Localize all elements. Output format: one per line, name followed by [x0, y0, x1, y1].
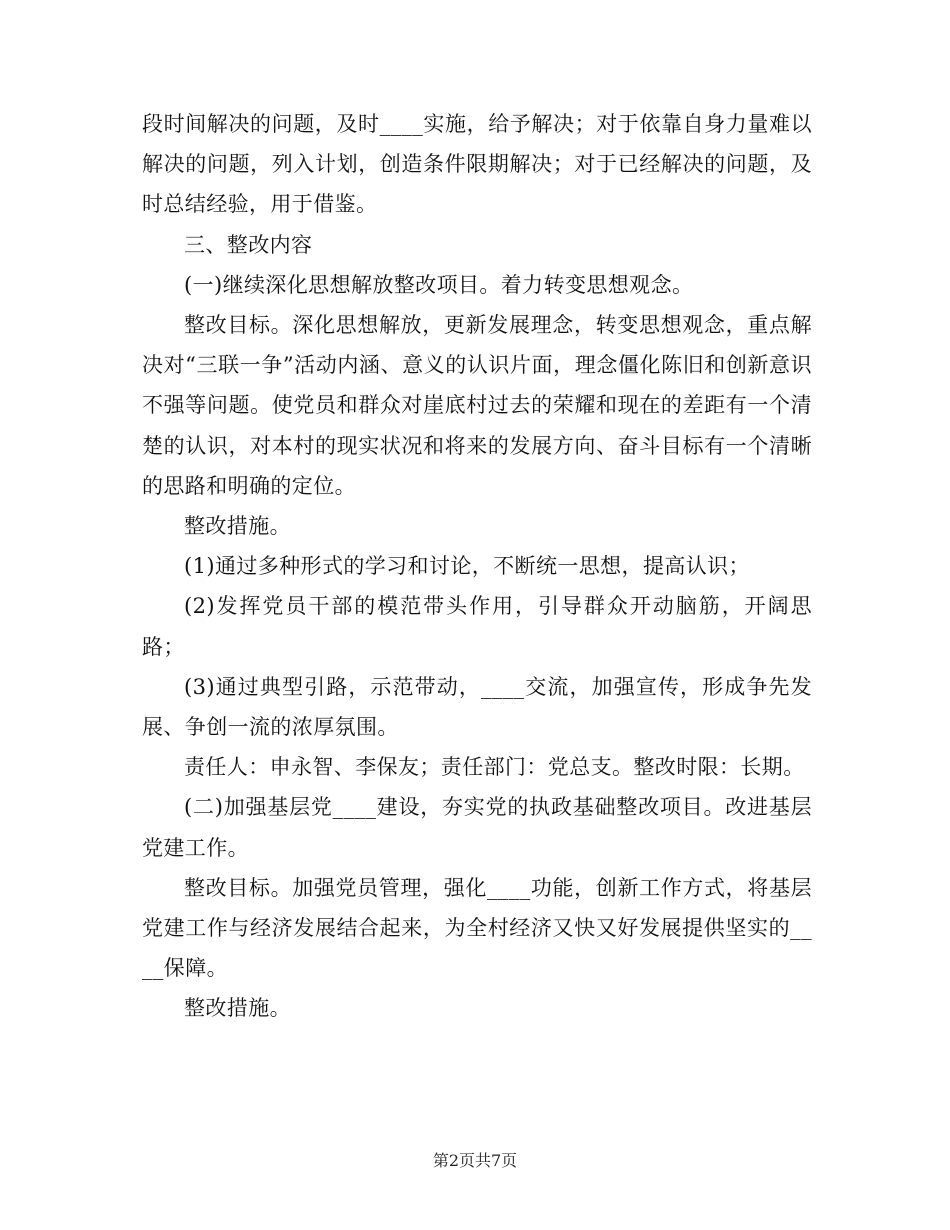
page-number-footer: 第2页共7页	[432, 1151, 518, 1170]
measure-item-3: (3)通过典型引路，示范带动，____交流，加强宣传，形成争先发展、争创一流的浓厚氛围。	[142, 674, 812, 740]
document-body	[142, 104, 812, 1029]
goal-paragraph-1: 整改目标。深化思想解放，更新发展理念，转变思想观念，重点解决对“三联一争”活动内涵、意义的认识片面，理念僵化陈旧和创新意识不强等问题。使党员和群众对崖底村过去的荣耀和现在的差距有一个清楚的认识，对本村的现实状况和将来的发展方向、奋斗目标有一个清晰的思路和明确的定位。	[142, 313, 812, 498]
item-heading-1: (一)继续深化思想解放整改项目。着力转变思想观念。	[184, 272, 694, 297]
responsibility-paragraph: 责任人：申永智、李保友；责任部门：党总支。整改时限：长期。	[184, 755, 805, 780]
measure-item-2: (2)发挥党员干部的模范带头作用，引导群众开动脑筋，开阔思路；	[142, 594, 812, 659]
measures-label-1: 整改措施。	[184, 514, 291, 539]
measure-item-1: (1)通过多种形式的学习和讨论，不断统一思想，提高认识；	[184, 554, 750, 579]
item-heading-2: (二)加强基层党____建设，夯实党的执政基础整改项目。改进基层党建工作。	[142, 795, 812, 860]
goal-paragraph-2: 整改目标。加强党员管理，强化____功能，创新工作方式，将基层党建工作与经济发展结合起来，为全村经济又快又好发展提供坚实的____保障。	[142, 875, 812, 981]
measures-label-2: 整改措施。	[184, 996, 291, 1021]
body-paragraph-continuation: 段时间解决的问题，及时____实施，给予解决；对于依靠自身力量难以解决的问题，列入计划，创造条件限期解决；对于已经解决的问题，及时总结经验，用于借鉴。	[142, 112, 812, 217]
section-heading-rectification-content: 三、整改内容	[184, 232, 313, 257]
